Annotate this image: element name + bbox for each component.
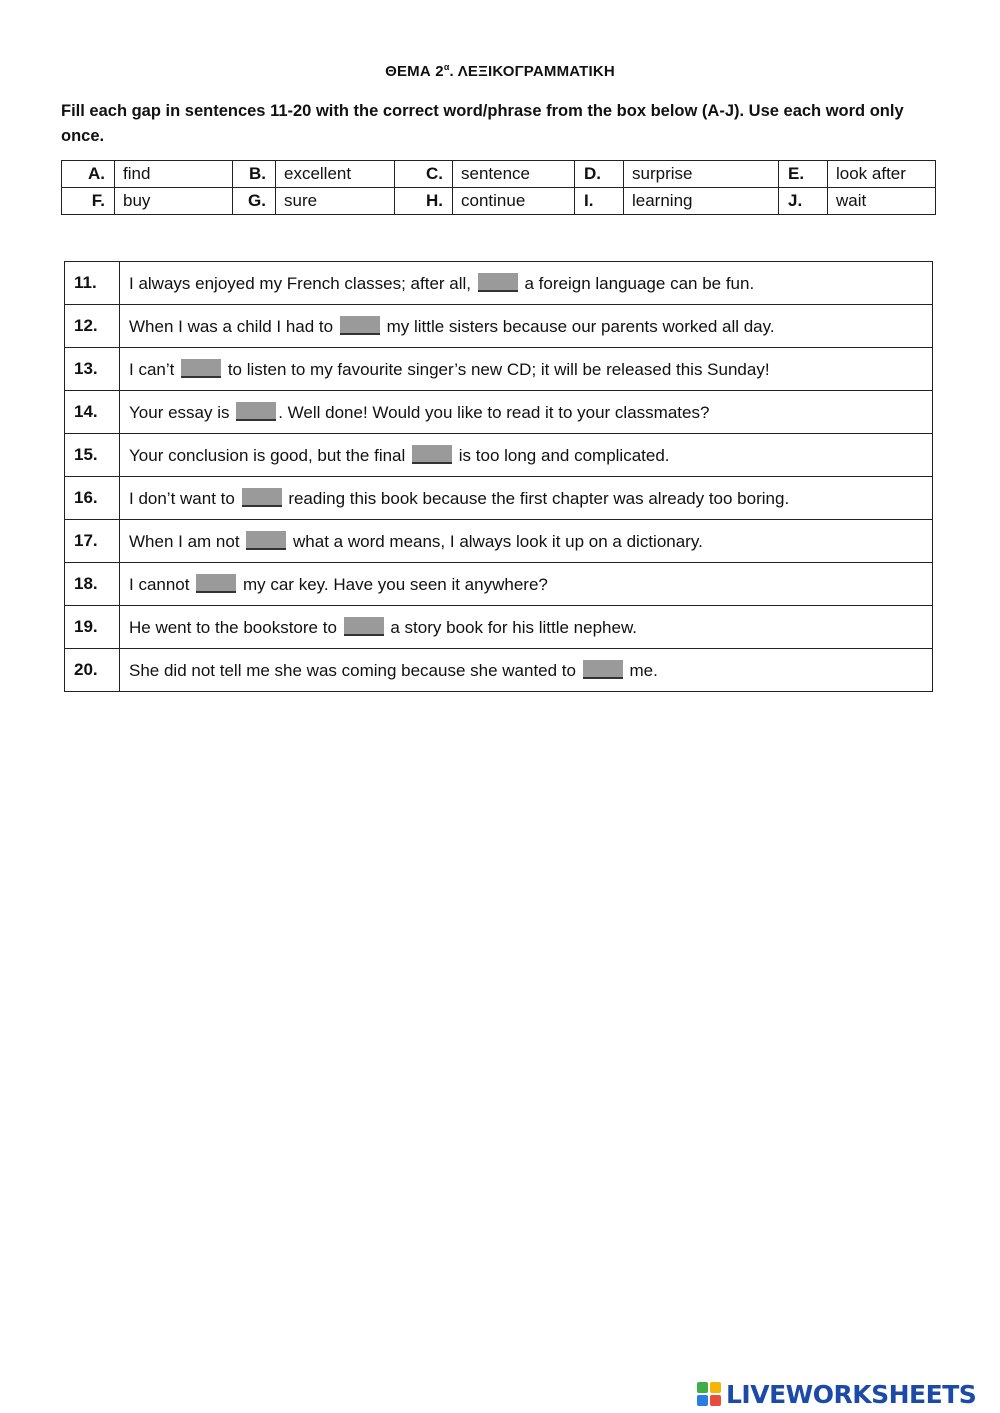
word-letter: E. bbox=[779, 161, 828, 188]
word-box bbox=[61, 160, 936, 215]
question-text: She did not tell me she was coming because she wanted to me. bbox=[120, 649, 933, 692]
answer-gap[interactable] bbox=[412, 445, 452, 464]
question-number: 17. bbox=[65, 520, 120, 563]
word-letter: D. bbox=[575, 161, 624, 188]
word-option: continue bbox=[453, 188, 575, 215]
question-number: 12. bbox=[65, 305, 120, 348]
word-option: buy bbox=[115, 188, 233, 215]
word-option: surprise bbox=[624, 161, 779, 188]
word-option: sure bbox=[276, 188, 395, 215]
question-row bbox=[65, 262, 933, 305]
question-number: 13. bbox=[65, 348, 120, 391]
answer-gap[interactable] bbox=[181, 359, 221, 378]
word-option: find bbox=[115, 161, 233, 188]
question-row bbox=[65, 649, 933, 692]
word-letter: H. bbox=[395, 188, 453, 215]
answer-gap[interactable] bbox=[478, 273, 518, 292]
question-number: 19. bbox=[65, 606, 120, 649]
question-number: 18. bbox=[65, 563, 120, 606]
question-number: 20. bbox=[65, 649, 120, 692]
word-letter: F. bbox=[62, 188, 115, 215]
answer-gap[interactable] bbox=[340, 316, 380, 335]
word-option: wait bbox=[828, 188, 936, 215]
word-box-row bbox=[62, 188, 936, 215]
question-row bbox=[65, 477, 933, 520]
question-text: I cannot my car key. Have you seen it anywhere? bbox=[120, 563, 933, 606]
answer-gap[interactable] bbox=[246, 531, 286, 550]
word-option: look after bbox=[828, 161, 936, 188]
answer-gap[interactable] bbox=[236, 402, 276, 421]
answer-gap[interactable] bbox=[242, 488, 282, 507]
word-letter: B. bbox=[233, 161, 276, 188]
word-letter: J. bbox=[779, 188, 828, 215]
word-option: sentence bbox=[453, 161, 575, 188]
question-row bbox=[65, 520, 933, 563]
word-option: excellent bbox=[276, 161, 395, 188]
answer-gap[interactable] bbox=[344, 617, 384, 636]
question-number: 11. bbox=[65, 262, 120, 305]
question-row bbox=[65, 391, 933, 434]
question-text: I don’t want to reading this book because the first chapter was already too boring. bbox=[120, 477, 933, 520]
instructions: Fill each gap in sentences 11-20 with the correct word/phrase from the box below (A-J). Use each word only once. bbox=[61, 102, 904, 145]
question-text: I can’t to listen to my favourite singer’s new CD; it will be released this Sunday! bbox=[120, 348, 933, 391]
question-row bbox=[65, 305, 933, 348]
answer-gap[interactable] bbox=[196, 574, 236, 593]
word-letter: G. bbox=[233, 188, 276, 215]
question-text: When I was a child I had to my little sisters because our parents worked all day. bbox=[120, 305, 933, 348]
word-letter: A. bbox=[62, 161, 115, 188]
page-title: ΘΕΜΑ $2^\alpha$. ΛΕΞΙΚΟΓΡΑΜΜΑΤΙΚΗ bbox=[385, 62, 615, 80]
question-row bbox=[65, 348, 933, 391]
question-text: I always enjoyed my French classes; after all, a foreign language can be fun. bbox=[120, 262, 933, 305]
question-row bbox=[65, 434, 933, 477]
question-number: 14. bbox=[65, 391, 120, 434]
questions-table bbox=[64, 261, 933, 692]
logo-text: LIVEWORKSHEETS bbox=[726, 1379, 977, 1409]
word-letter: I. bbox=[575, 188, 624, 215]
liveworksheets-logo[interactable] bbox=[697, 1377, 976, 1411]
question-row bbox=[65, 563, 933, 606]
word-letter: C. bbox=[395, 161, 453, 188]
answer-gap[interactable] bbox=[583, 660, 623, 679]
word-box-row bbox=[62, 161, 936, 188]
question-row bbox=[65, 606, 933, 649]
question-text: He went to the bookstore to a story book for his little nephew. bbox=[120, 606, 933, 649]
word-option: learning bbox=[624, 188, 779, 215]
question-number: 16. bbox=[65, 477, 120, 520]
logo-mark-icon bbox=[697, 1382, 721, 1406]
question-text: Your essay is . Well done! Would you like to read it to your classmates? bbox=[120, 391, 933, 434]
question-text: Your conclusion is good, but the final is too long and complicated. bbox=[120, 434, 933, 477]
question-number: 15. bbox=[65, 434, 120, 477]
question-text: When I am not what a word means, I always look it up on a dictionary. bbox=[120, 520, 933, 563]
